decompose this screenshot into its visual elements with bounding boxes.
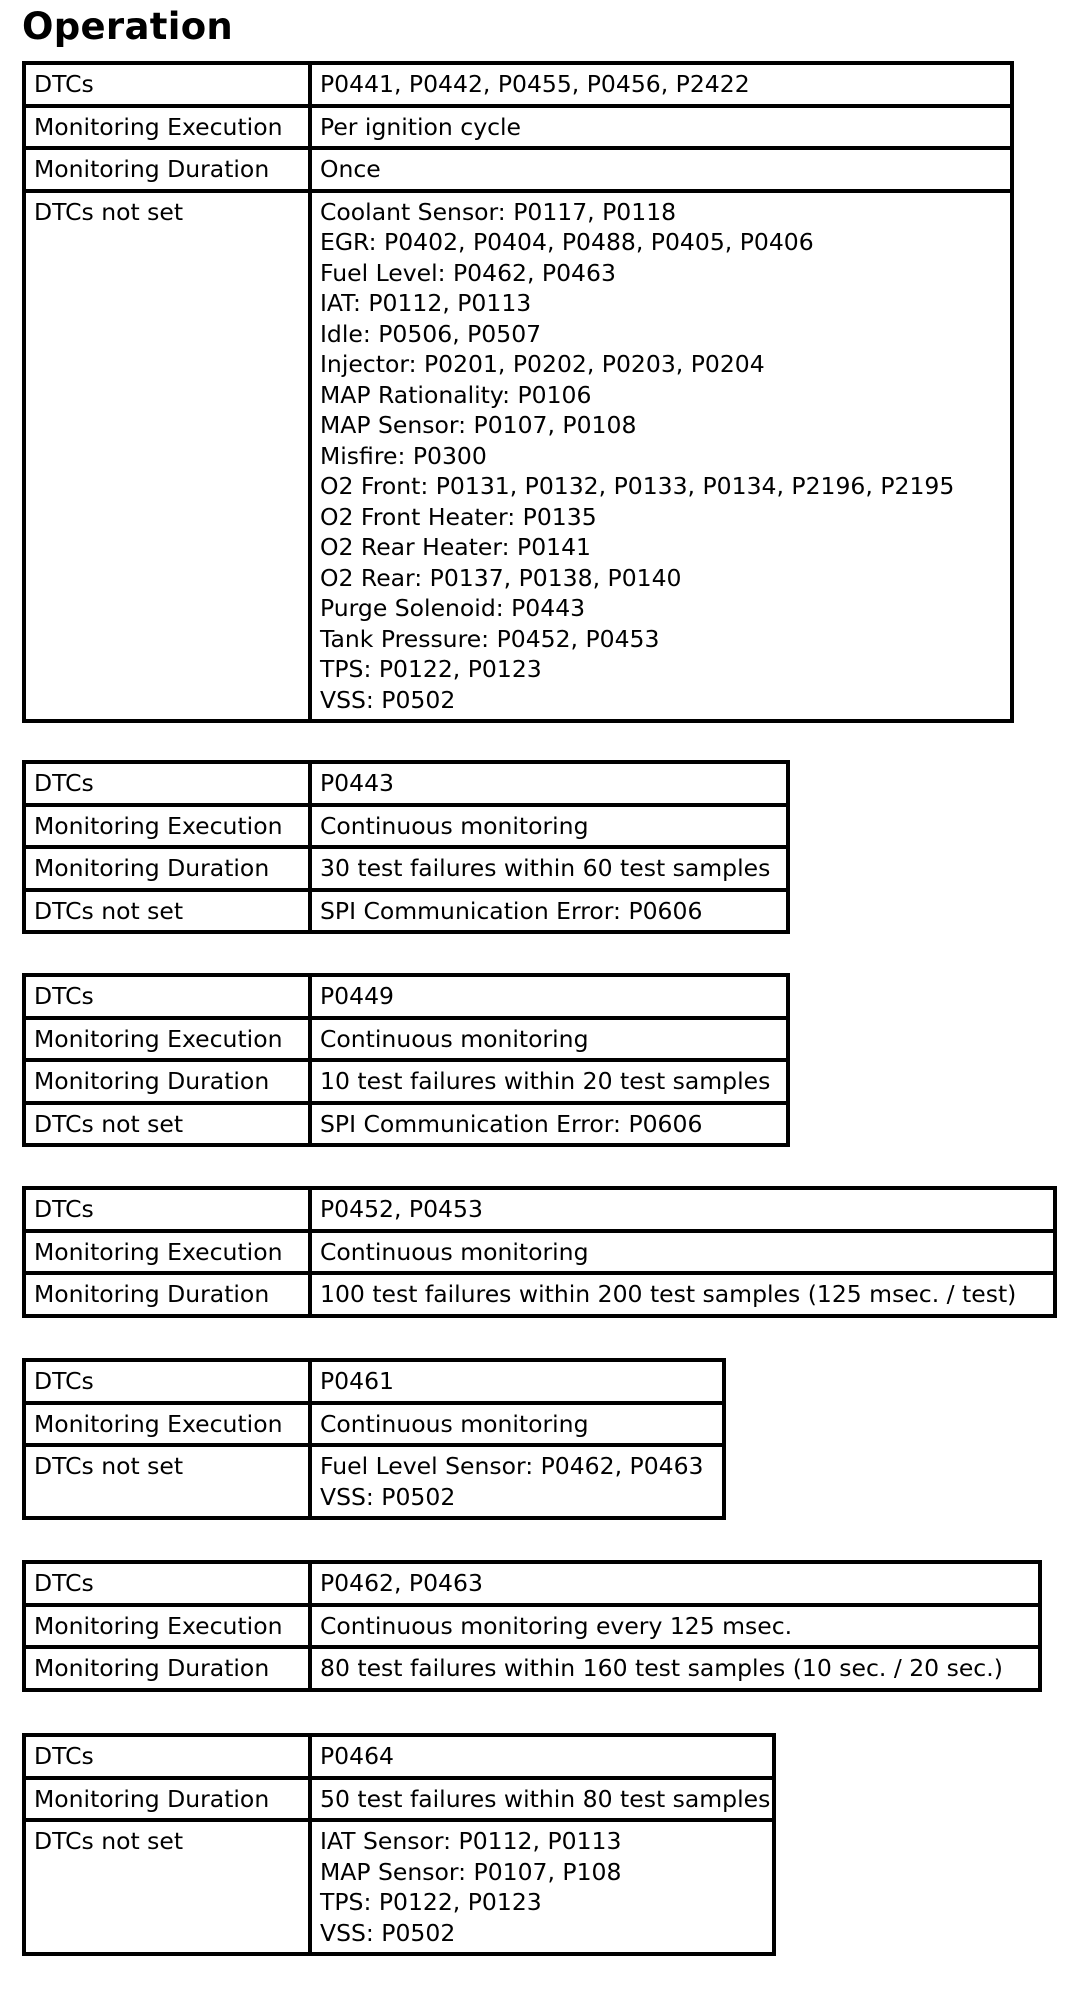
value-line: MAP Rationality: P0106 [320, 380, 592, 409]
value-line: O2 Rear Heater: P0141 [320, 533, 591, 561]
value-line: Misfire: P0300 [320, 441, 487, 470]
row-value [310, 847, 788, 890]
row-value [310, 191, 1012, 722]
table-row-monitoring-duration [24, 1647, 1040, 1690]
table-row-monitoring-duration [24, 847, 788, 890]
row-value [310, 1231, 1055, 1274]
row-label: DTCs [24, 1360, 310, 1403]
dtc-table [22, 1733, 776, 1956]
value-line: 50 test failures within 80 test samples [320, 1784, 771, 1813]
row-value [310, 1360, 724, 1403]
row-label: Monitoring Execution [24, 1231, 310, 1274]
row-value [310, 1778, 774, 1821]
value-line: SPI Communication Error: P0606 [320, 896, 703, 925]
table-row-monitoring-execution [24, 805, 788, 848]
table-row-dtcs [24, 1188, 1055, 1231]
value-line: SPI Communication Error: P0606 [320, 1109, 703, 1138]
dtc-table [22, 1560, 1042, 1692]
row-label: Monitoring Execution [24, 1605, 310, 1648]
row-label: DTCs not set [24, 1820, 310, 1954]
value-line: MAP Sensor: P0107, P108 [320, 1857, 622, 1886]
row-value [310, 1820, 774, 1954]
value-line: Fuel Level: P0462, P0463 [320, 258, 616, 287]
row-value [310, 1060, 788, 1103]
value-line: TPS: P0122, P0123 [320, 655, 542, 683]
table-row-monitoring-duration [24, 1060, 788, 1103]
row-value [310, 762, 788, 805]
value-line: Coolant Sensor: P0117, P0118 [320, 197, 677, 226]
value-line: Continuous monitoring every 125 msec. [320, 1611, 793, 1640]
value-line: EGR: P0402, P0404, P0488, P0405, P0406 [320, 228, 814, 256]
row-value [310, 805, 788, 848]
row-label: Monitoring Duration [24, 1273, 310, 1316]
table-row-monitoring-duration [24, 148, 1012, 191]
table-row-monitoring-execution [24, 1018, 788, 1061]
table-row-dtcs [24, 1360, 724, 1403]
value-line: P0449 [320, 982, 394, 1010]
table-row-dtcs [24, 63, 1012, 106]
table-row-dtcs-not-set [24, 890, 788, 933]
row-label: DTCs [24, 762, 310, 805]
table-row-monitoring-duration [24, 1273, 1055, 1316]
value-line: O2 Rear: P0137, P0138, P0140 [320, 563, 682, 592]
value-line: O2 Front: P0131, P0132, P0133, P0134, P2196, P2195 [320, 472, 955, 500]
table-row-dtcs-not-set [24, 1820, 774, 1954]
value-line: Continuous monitoring [320, 1237, 589, 1266]
dtc-table [22, 1186, 1057, 1318]
value-line: P0452, P0453 [320, 1195, 483, 1223]
table-row-monitoring-duration [24, 1778, 774, 1821]
row-label: Monitoring Duration [24, 1060, 310, 1103]
row-label: DTCs [24, 63, 310, 106]
row-label: Monitoring Duration [24, 148, 310, 191]
row-label: Monitoring Duration [24, 847, 310, 890]
row-value [310, 1018, 788, 1061]
row-value [310, 1562, 1040, 1605]
table-row-dtcs [24, 1735, 774, 1778]
row-value [310, 1188, 1055, 1231]
row-value [310, 1103, 788, 1146]
value-line: Idle: P0506, P0507 [320, 319, 542, 348]
value-line: Continuous monitoring [320, 1024, 589, 1053]
row-label: DTCs [24, 1735, 310, 1778]
value-line: TPS: P0122, P0123 [320, 1888, 542, 1916]
row-label: DTCs [24, 1188, 310, 1231]
row-value [310, 1605, 1040, 1648]
value-line: Once [320, 155, 381, 183]
dtc-table [22, 760, 790, 934]
table-row-dtcs [24, 1562, 1040, 1605]
page-title: Operation [22, 5, 234, 48]
value-line: IAT: P0112, P0113 [320, 289, 532, 317]
table-row-monitoring-execution [24, 1605, 1040, 1648]
row-label: DTCs not set [24, 890, 310, 933]
value-line: IAT Sensor: P0112, P0113 [320, 1827, 622, 1855]
value-line: Tank Pressure: P0452, P0453 [320, 624, 660, 653]
row-label: Monitoring Execution [24, 1403, 310, 1446]
value-line: Fuel Level Sensor: P0462, P0463 [320, 1452, 704, 1480]
row-label: Monitoring Execution [24, 1018, 310, 1061]
table-row-dtcs-not-set [24, 1103, 788, 1146]
dtc-table [22, 1358, 726, 1520]
value-line: VSS: P0502 [320, 1482, 456, 1511]
row-label: Monitoring Execution [24, 805, 310, 848]
row-value [310, 975, 788, 1018]
value-line: VSS: P0502 [320, 1918, 456, 1947]
row-value [310, 148, 1012, 191]
value-line: 30 test failures within 60 test samples [320, 854, 771, 882]
row-value [310, 1445, 724, 1518]
value-line: Continuous monitoring [320, 811, 589, 840]
value-line: MAP Sensor: P0107, P0108 [320, 411, 637, 439]
row-value [310, 63, 1012, 106]
row-value [310, 1273, 1055, 1316]
value-line: VSS: P0502 [320, 685, 456, 714]
row-value [310, 106, 1012, 149]
row-label: DTCs [24, 1562, 310, 1605]
row-value [310, 890, 788, 933]
value-line: 100 test failures within 200 test samples (125 msec. / test) [320, 1280, 1017, 1308]
row-label: DTCs not set [24, 1445, 310, 1518]
row-label: Monitoring Duration [24, 1778, 310, 1821]
dtc-table [22, 61, 1014, 723]
row-label: DTCs not set [24, 191, 310, 722]
value-line: 80 test failures within 160 test samples (10 sec. / 20 sec.) [320, 1654, 1003, 1682]
row-value [310, 1735, 774, 1778]
table-row-dtcs [24, 975, 788, 1018]
value-line: P0462, P0463 [320, 1569, 483, 1597]
table-row-dtcs-not-set [24, 1445, 724, 1518]
value-line: Continuous monitoring [320, 1409, 589, 1438]
value-line: O2 Front Heater: P0135 [320, 502, 597, 531]
value-line: Injector: P0201, P0202, P0203, P0204 [320, 350, 765, 378]
table-row-monitoring-execution [24, 1231, 1055, 1274]
value-line: Purge Solenoid: P0443 [320, 594, 586, 622]
table-row-dtcs-not-set [24, 191, 1012, 722]
table-row-dtcs [24, 762, 788, 805]
table-row-monitoring-execution [24, 1403, 724, 1446]
row-label: DTCs not set [24, 1103, 310, 1146]
dtc-table [22, 973, 790, 1147]
value-line: P0461 [320, 1367, 394, 1395]
value-line: 10 test failures within 20 test samples [320, 1067, 771, 1095]
row-value [310, 1403, 724, 1446]
value-line: Per ignition cycle [320, 112, 522, 141]
row-label: Monitoring Duration [24, 1647, 310, 1690]
value-line: P0464 [320, 1742, 394, 1770]
row-label: DTCs [24, 975, 310, 1018]
value-line: P0443 [320, 769, 394, 797]
row-value [310, 1647, 1040, 1690]
table-row-monitoring-execution [24, 106, 1012, 149]
value-line: P0441, P0442, P0455, P0456, P2422 [320, 70, 750, 98]
row-label: Monitoring Execution [24, 106, 310, 149]
